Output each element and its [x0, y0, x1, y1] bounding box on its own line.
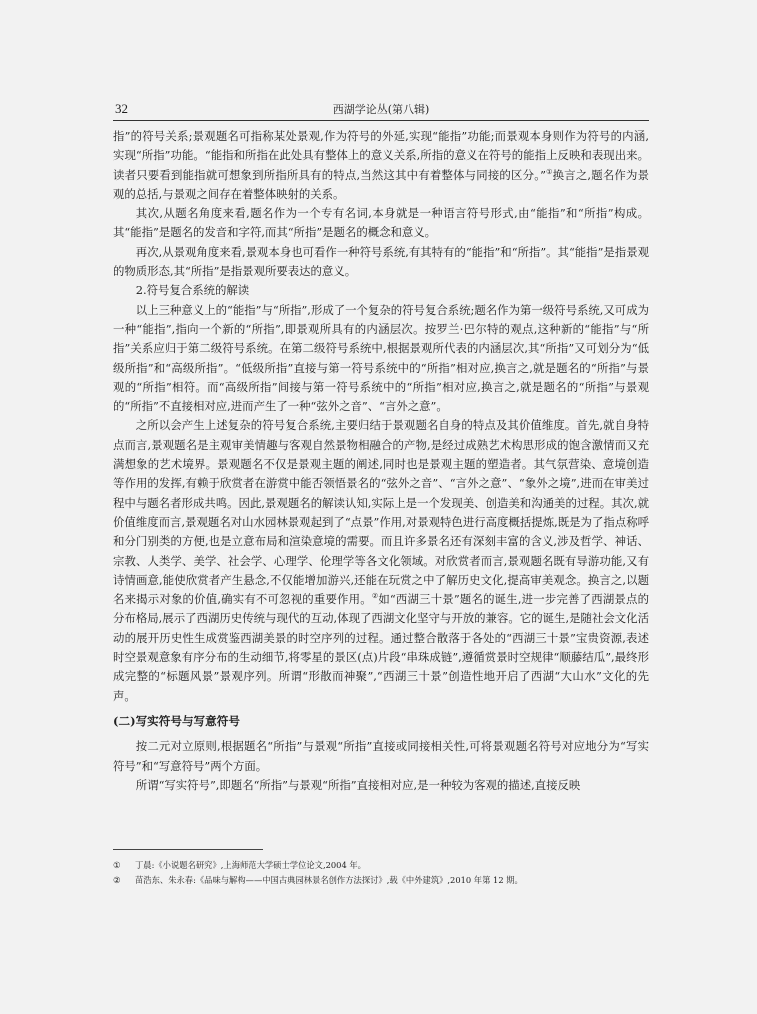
paragraph: 其次,从题名角度来看,题名作为一个专有名词,本身就是一种语言符号形式,由“能指”和“所指”构成。其“能指”是题名的发音和字符,而其“所指”是题名的概念和意义。 [113, 206, 649, 240]
page-number: 32 [115, 101, 128, 116]
paragraph: 所谓“写实符号”,即题名“所指”与景观“所指”直接相对应,是一种较为客观的描述,直接反映 [135, 777, 581, 792]
section-heading: (二)写实符号与写意符号 [113, 713, 240, 728]
paragraph-text: 之所以会产生上述复杂的符号复合系统,主要归结于景观题名自身的特点及其价值维度。首先,就自身特点而言,景观题名是主观审美情趣与客观自然景物相融合的产物,是经过成熟艺术构思形成的饱含激情而又充满想象的艺术境界。景观题名不仅是景观主题的阐述,同时也是景观主题的塑造者。其气氛营染、意境创造等作用的发挥,有赖于欣赏者在游赏中能否领悟景名的“弦外之音”、“言外之意”、“象外之境”,进而在审美过程中与题名者形成共鸣。因此,景观题名的解读认知,实际上是一个发现美、创造美和沟通美的过程。其次,就价值维度而言,景观题名对山水园林景观起到了“点景”作用,对景观特色进行高度概括提炼,既是为了指点称呼和分门别类的方便,也是立意布局和渲染意境的需要。而且许多景名还有深刻丰富的含义,涉及哲学、神话、宗教、人类学、美学、社会学、心理学、伦理学等各文化领域。对欣赏者而言,景观题名既有导游功能,又有诗情画意,能使欣赏者产生悬念,不仅能增加游兴,还能在玩赏之中了解历史文化,提高审美观念。换言之,以题名来揭示对象的价值,确实有不可忽视的重要作用。 [113, 418, 649, 607]
footnote-text: 丁晨:《小说题名研究》,上海师范大学硕士学位论文,2004 年。 [135, 860, 366, 870]
paragraph [113, 127, 649, 204]
footnote-text: 苗浩东、朱永春:《品味与解构——中国古典园林景名创作方法探讨》,载《中外建筑》,2010 年第 12 期。 [135, 875, 523, 885]
page-header [113, 100, 649, 121]
paragraph-text: 换言之,题名作为景观的总括,与景观之间存在着整体映射的关系。 [113, 167, 649, 201]
footnote [113, 858, 649, 873]
paragraph: 以上三种意义上的“能指”与“所指”,形成了一个复杂的符号复合系统;题名作为第一级符号系统,又可成为一种“能指”,指向一个新的“所指”,即景观所具有的内涵层次。按罗兰·巴尔特的观点,这种新的“能指”与“所指”关系应归于第二级符号系统。在第二级符号系统中,根据景观所代表的内涵层次,其“所指”又可划分为“低级所指”和“高级所指”。“低级所指”直接与第一符号系统中的“所指”相对应,换言之,就是题名的“所指”与景观的“所指”相符。而“高级所指”间接与第一符号系统中的“所指”相对应,换言之,就是题名的“所指”与景观的“所指”不直接相对应,进而产生了一种“弦外之音”、“言外之意”。 [113, 302, 649, 414]
paragraph-text: 如“西湖三十景”题名的诞生,进一步完善了西湖景点的分布格局,展示了西湖历史传统与现代的互动,体现了西湖文化坚守与开放的兼容。它的诞生,是随社会文化活动的展开历史性生成赏鉴西湖美景的时空序列的过程。通过整合散落于各处的“西湖三十景”宝贵资源,表述时空景观意象有序分布的生动细节,将零星的景区(点)片段“串珠成链”,遵循赏景时空规律“顺藤结瓜”,最终形成完整的“标题风景”景观序列。所谓“形散而神聚”,“西湖三十景”创造性地开启了西湖“大山水”文化的先声。 [113, 592, 649, 703]
paragraph [113, 416, 649, 705]
paragraph: 按二元对立原则,根据题名“所指”与景观“所指”直接或同接相关性,可将景观题名符号对应地分为“写实符号”和“写意符号”两个方面。 [113, 739, 649, 773]
paragraph: 再次,从景观角度来看,景观本身也可看作一种符号系统,有其特有的“能指”和“所指”。其“能指”是指景观的物质形态,其“所指”是指景观所要表达的意义。 [113, 244, 649, 279]
footnote-divider [113, 849, 263, 850]
footnote-marker: ① [113, 860, 121, 870]
paragraph-text: 指”的符号关系;景观题名可指称某处景观,作为符号的外延,实现“能指”功能;而景观本身则作为符号的内涵,实现“所指”功能。“能指和所指在此处具有整体上的意义关系,所指的意义在符号的能指上反映和表现出来。读者只要看到能指就可想象到所指所具有的特点,当然这其中有着整体与同接的区分。” [113, 129, 649, 182]
footnote-marker: ② [113, 875, 121, 885]
footnotes [113, 849, 649, 888]
footnote [113, 873, 649, 888]
subsection-heading: 2.符号复合系统的解读 [135, 283, 250, 298]
running-title: 西湖学论丛(第八辑) [332, 103, 430, 116]
body-text [113, 127, 649, 795]
footnote-ref[interactable]: ① [545, 167, 553, 176]
footnote-ref[interactable]: ② [371, 592, 379, 601]
